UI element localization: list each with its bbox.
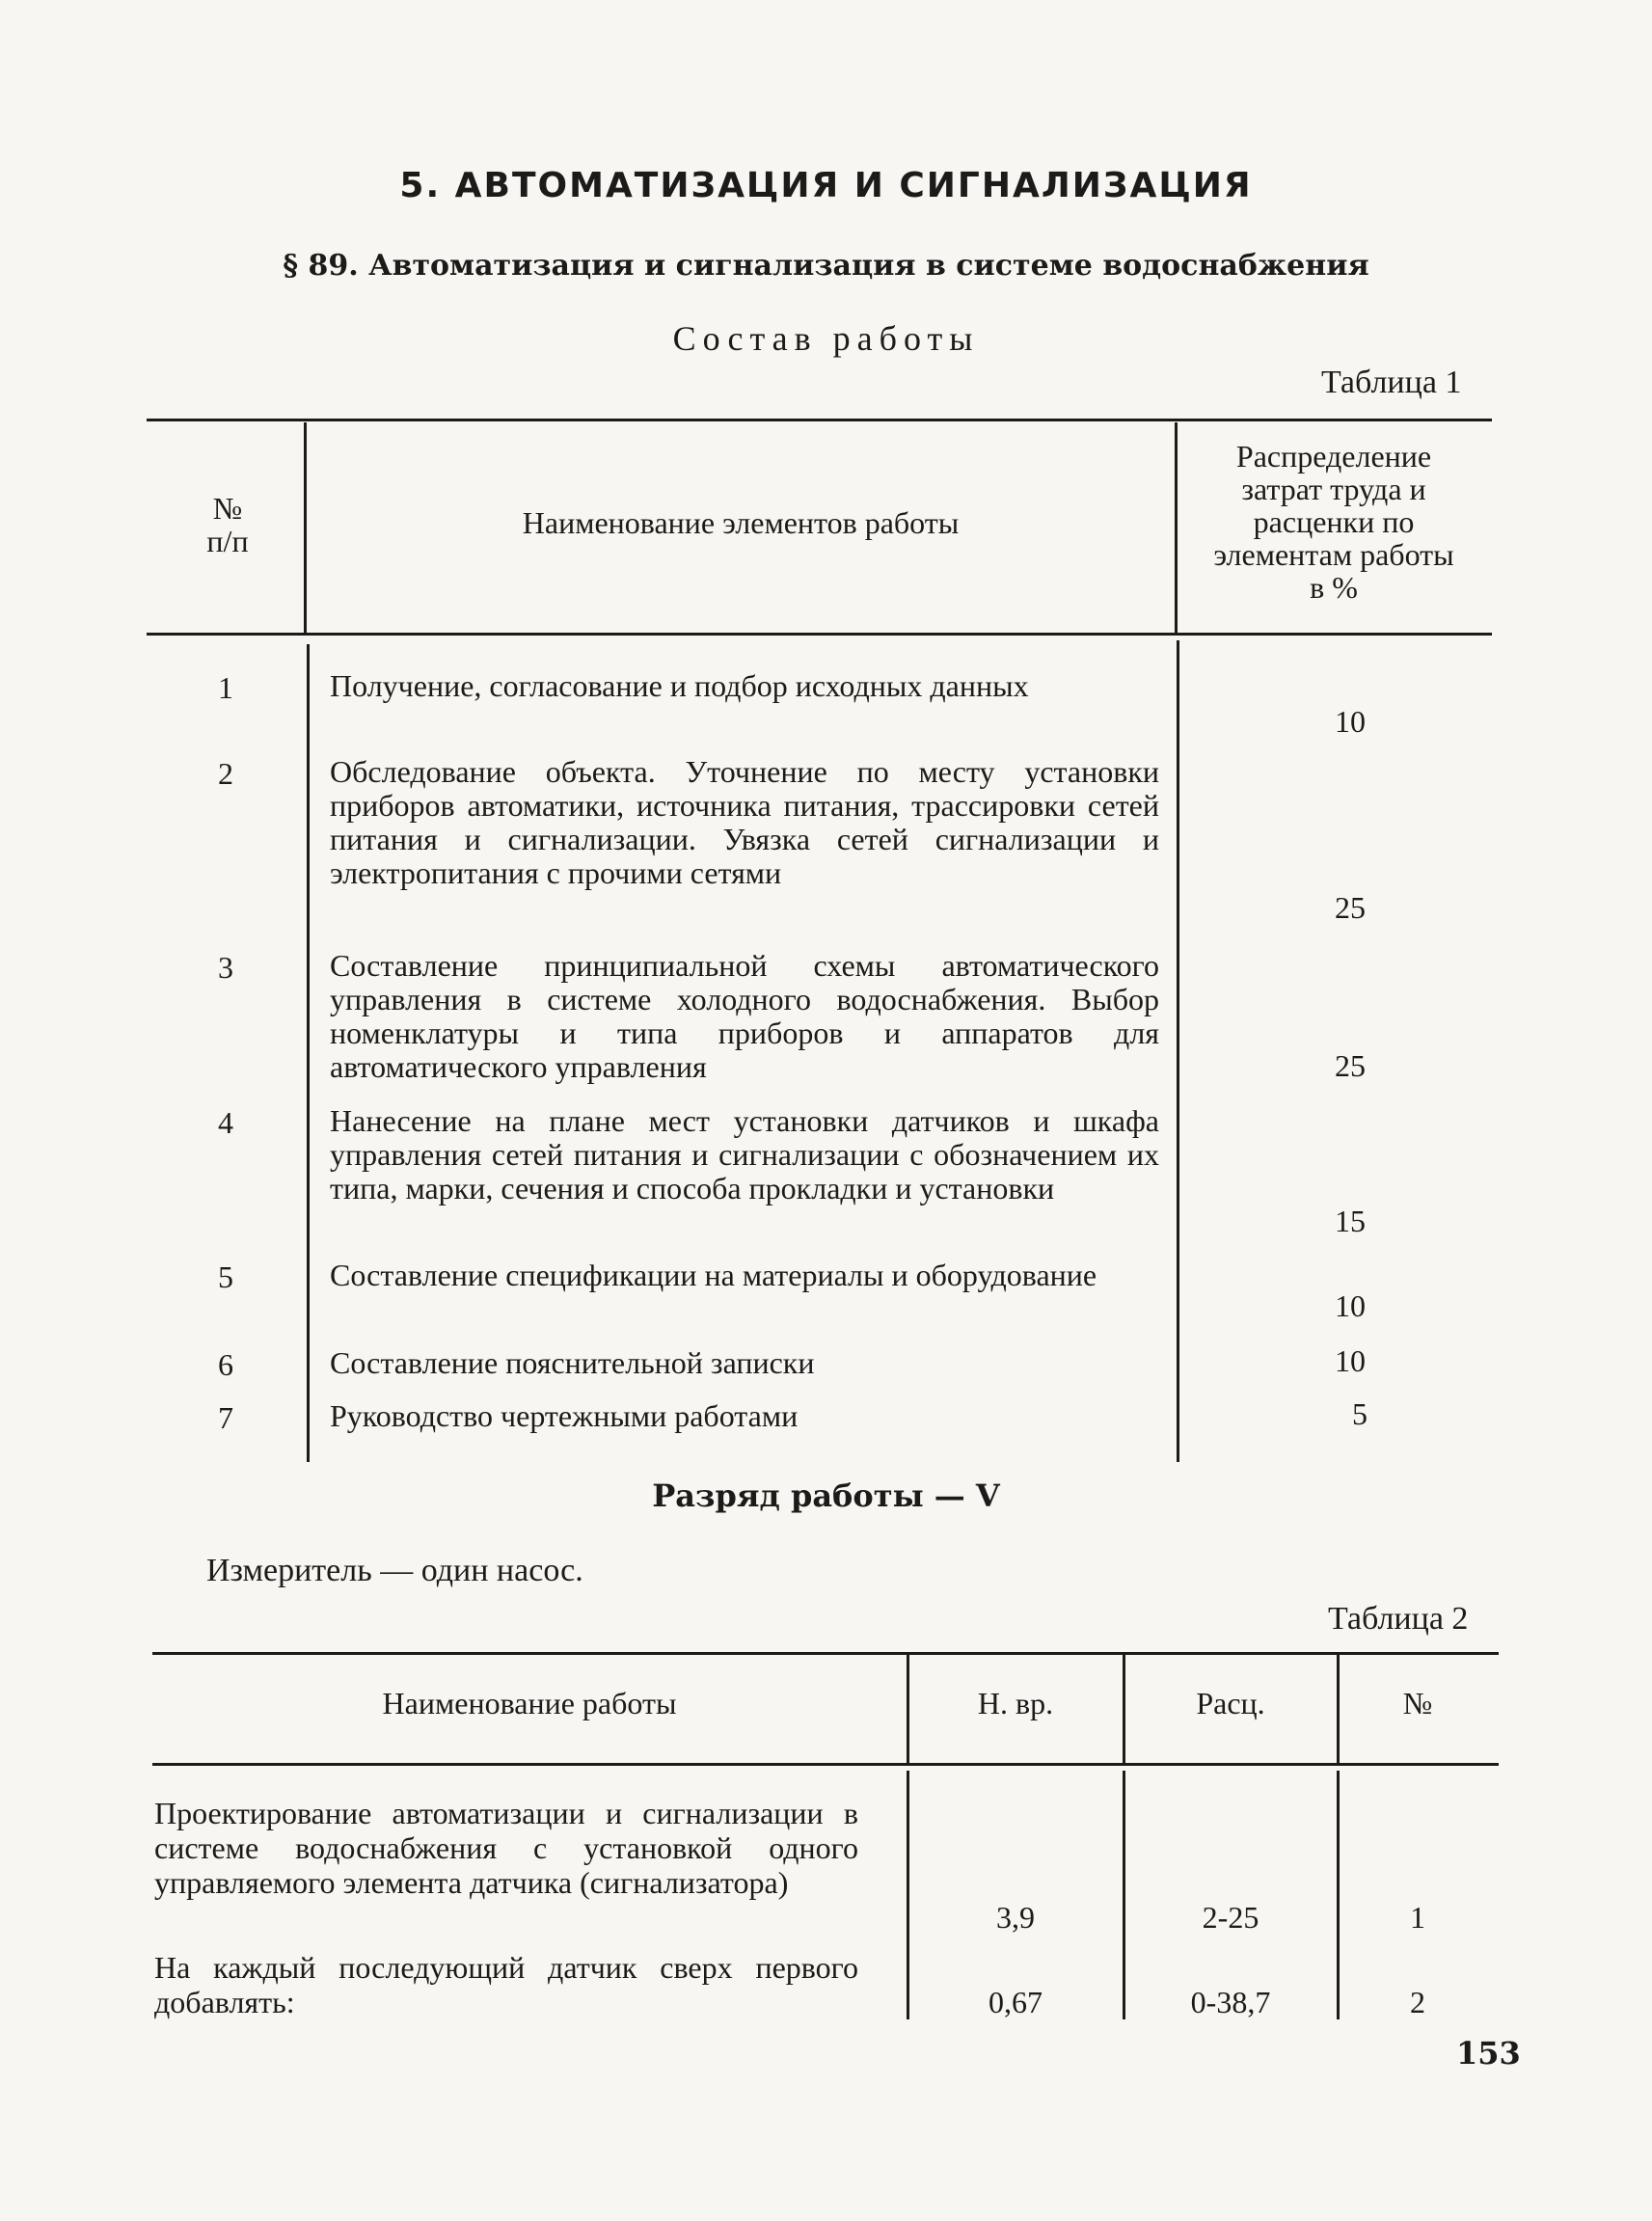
- page-number: 153: [1456, 2035, 1521, 2072]
- table1-row-value: 15: [1335, 1204, 1366, 1238]
- table1-row-num: 6: [218, 1347, 233, 1382]
- table1-row-text: Нанесение на плане мест установки датчиков и шкафа управления сетей питания и сигнализации с обозначением их типа, марки, сечения и способа прокладки и установки: [330, 1103, 1159, 1205]
- table2-divider: [1123, 1771, 1125, 2019]
- subtitle: Состав работы: [672, 319, 980, 358]
- table1-row-value: 25: [1335, 890, 1366, 925]
- table2-header-price: Расц.: [1196, 1686, 1265, 1720]
- table1-divider: [304, 422, 307, 633]
- table1-row-num: 7: [218, 1400, 233, 1435]
- table1-row-num: 3: [218, 950, 233, 985]
- table2-row-num: 1: [1410, 1900, 1425, 1935]
- table2-row-price: 2-25: [1202, 1900, 1259, 1935]
- table1-row-text: Составление спецификации на материалы и оборудование: [330, 1258, 1097, 1292]
- table1-row-num: 4: [218, 1105, 233, 1140]
- table1-row-text: Составление принципиальной схемы автоматического управления в системе холодного водоснабжения. Выбор номенклатуры и типа приборов и аппаратов для автоматического управления: [330, 948, 1159, 1084]
- table2-divider: [1337, 1655, 1340, 1763]
- table1-row-value: 10: [1335, 1288, 1366, 1323]
- table2-top-rule: [152, 1652, 1499, 1655]
- table2-header-norm: Н. вр.: [977, 1686, 1054, 1720]
- table1-row-text: Составление пояснительной записки: [330, 1345, 815, 1380]
- table2-header-name: Наименование работы: [382, 1686, 677, 1720]
- table1-label: Таблица 1: [1321, 365, 1462, 400]
- table2-row-num: 2: [1410, 1985, 1425, 2019]
- table2-row-norm: 0,67: [988, 1985, 1043, 2019]
- table2-row-price: 0-38,7: [1190, 1985, 1271, 2019]
- table2-header-rule: [152, 1763, 1499, 1766]
- table1-row-num: 5: [218, 1259, 233, 1294]
- table2-row-norm: 3,9: [996, 1900, 1035, 1935]
- table1-row-text: Руководство чертежными работами: [330, 1398, 799, 1433]
- table1-header-num: № п/п: [206, 491, 249, 558]
- measure-unit: Измеритель — один насос.: [206, 1553, 583, 1588]
- table1-header-distribution: Распределение затрат труда и расценки по элементам работы в %: [1213, 439, 1454, 605]
- work-grade: Разряд работы — V: [652, 1477, 1000, 1514]
- table2-divider: [1123, 1655, 1125, 1763]
- table2-divider: [1337, 1771, 1340, 2019]
- table1-row-text: Получение, согласование и подбор исходных данных: [330, 668, 1029, 703]
- table2-divider: [907, 1771, 909, 2019]
- chapter-title: 5. АВТОМАТИЗАЦИЯ И СИГНАЛИЗАЦИЯ: [399, 166, 1253, 205]
- table1-divider: [1177, 640, 1179, 1462]
- table1-row-num: 2: [218, 756, 233, 791]
- table1-row-value: 5: [1352, 1396, 1368, 1431]
- table2-row-text: Проектирование автоматизации и сигнализации в системе водоснабжения с установкой одного управляемого элемента датчика (сигнализатора): [154, 1796, 858, 1900]
- table2-label: Таблица 2: [1328, 1601, 1469, 1637]
- table1-row-value: 25: [1335, 1048, 1366, 1083]
- table1-row-value: 10: [1335, 704, 1366, 739]
- table1-header-name: Наименование элементов работы: [522, 505, 960, 540]
- table1-row-value: 10: [1335, 1343, 1366, 1378]
- table1-top-rule: [147, 419, 1492, 421]
- table1-header-rule: [147, 633, 1492, 636]
- table1-divider: [1175, 422, 1178, 633]
- table1-row-text: Обследование объекта. Уточнение по месту установки приборов автоматики, источника питания, трассировки сетей питания и сигнализации. Увязка сетей сигнализации и электропитания с прочими сетями: [330, 754, 1159, 890]
- table1-divider: [307, 644, 310, 1462]
- table2-header-num: №: [1402, 1686, 1433, 1720]
- table1-row-num: 1: [218, 670, 233, 705]
- table2-row-text: На каждый последующий датчик сверх первого добавлять:: [154, 1950, 858, 2019]
- table2-divider: [907, 1655, 909, 1763]
- section-title: § 89. Автоматизация и сигнализация в системе водоснабжения: [283, 249, 1369, 283]
